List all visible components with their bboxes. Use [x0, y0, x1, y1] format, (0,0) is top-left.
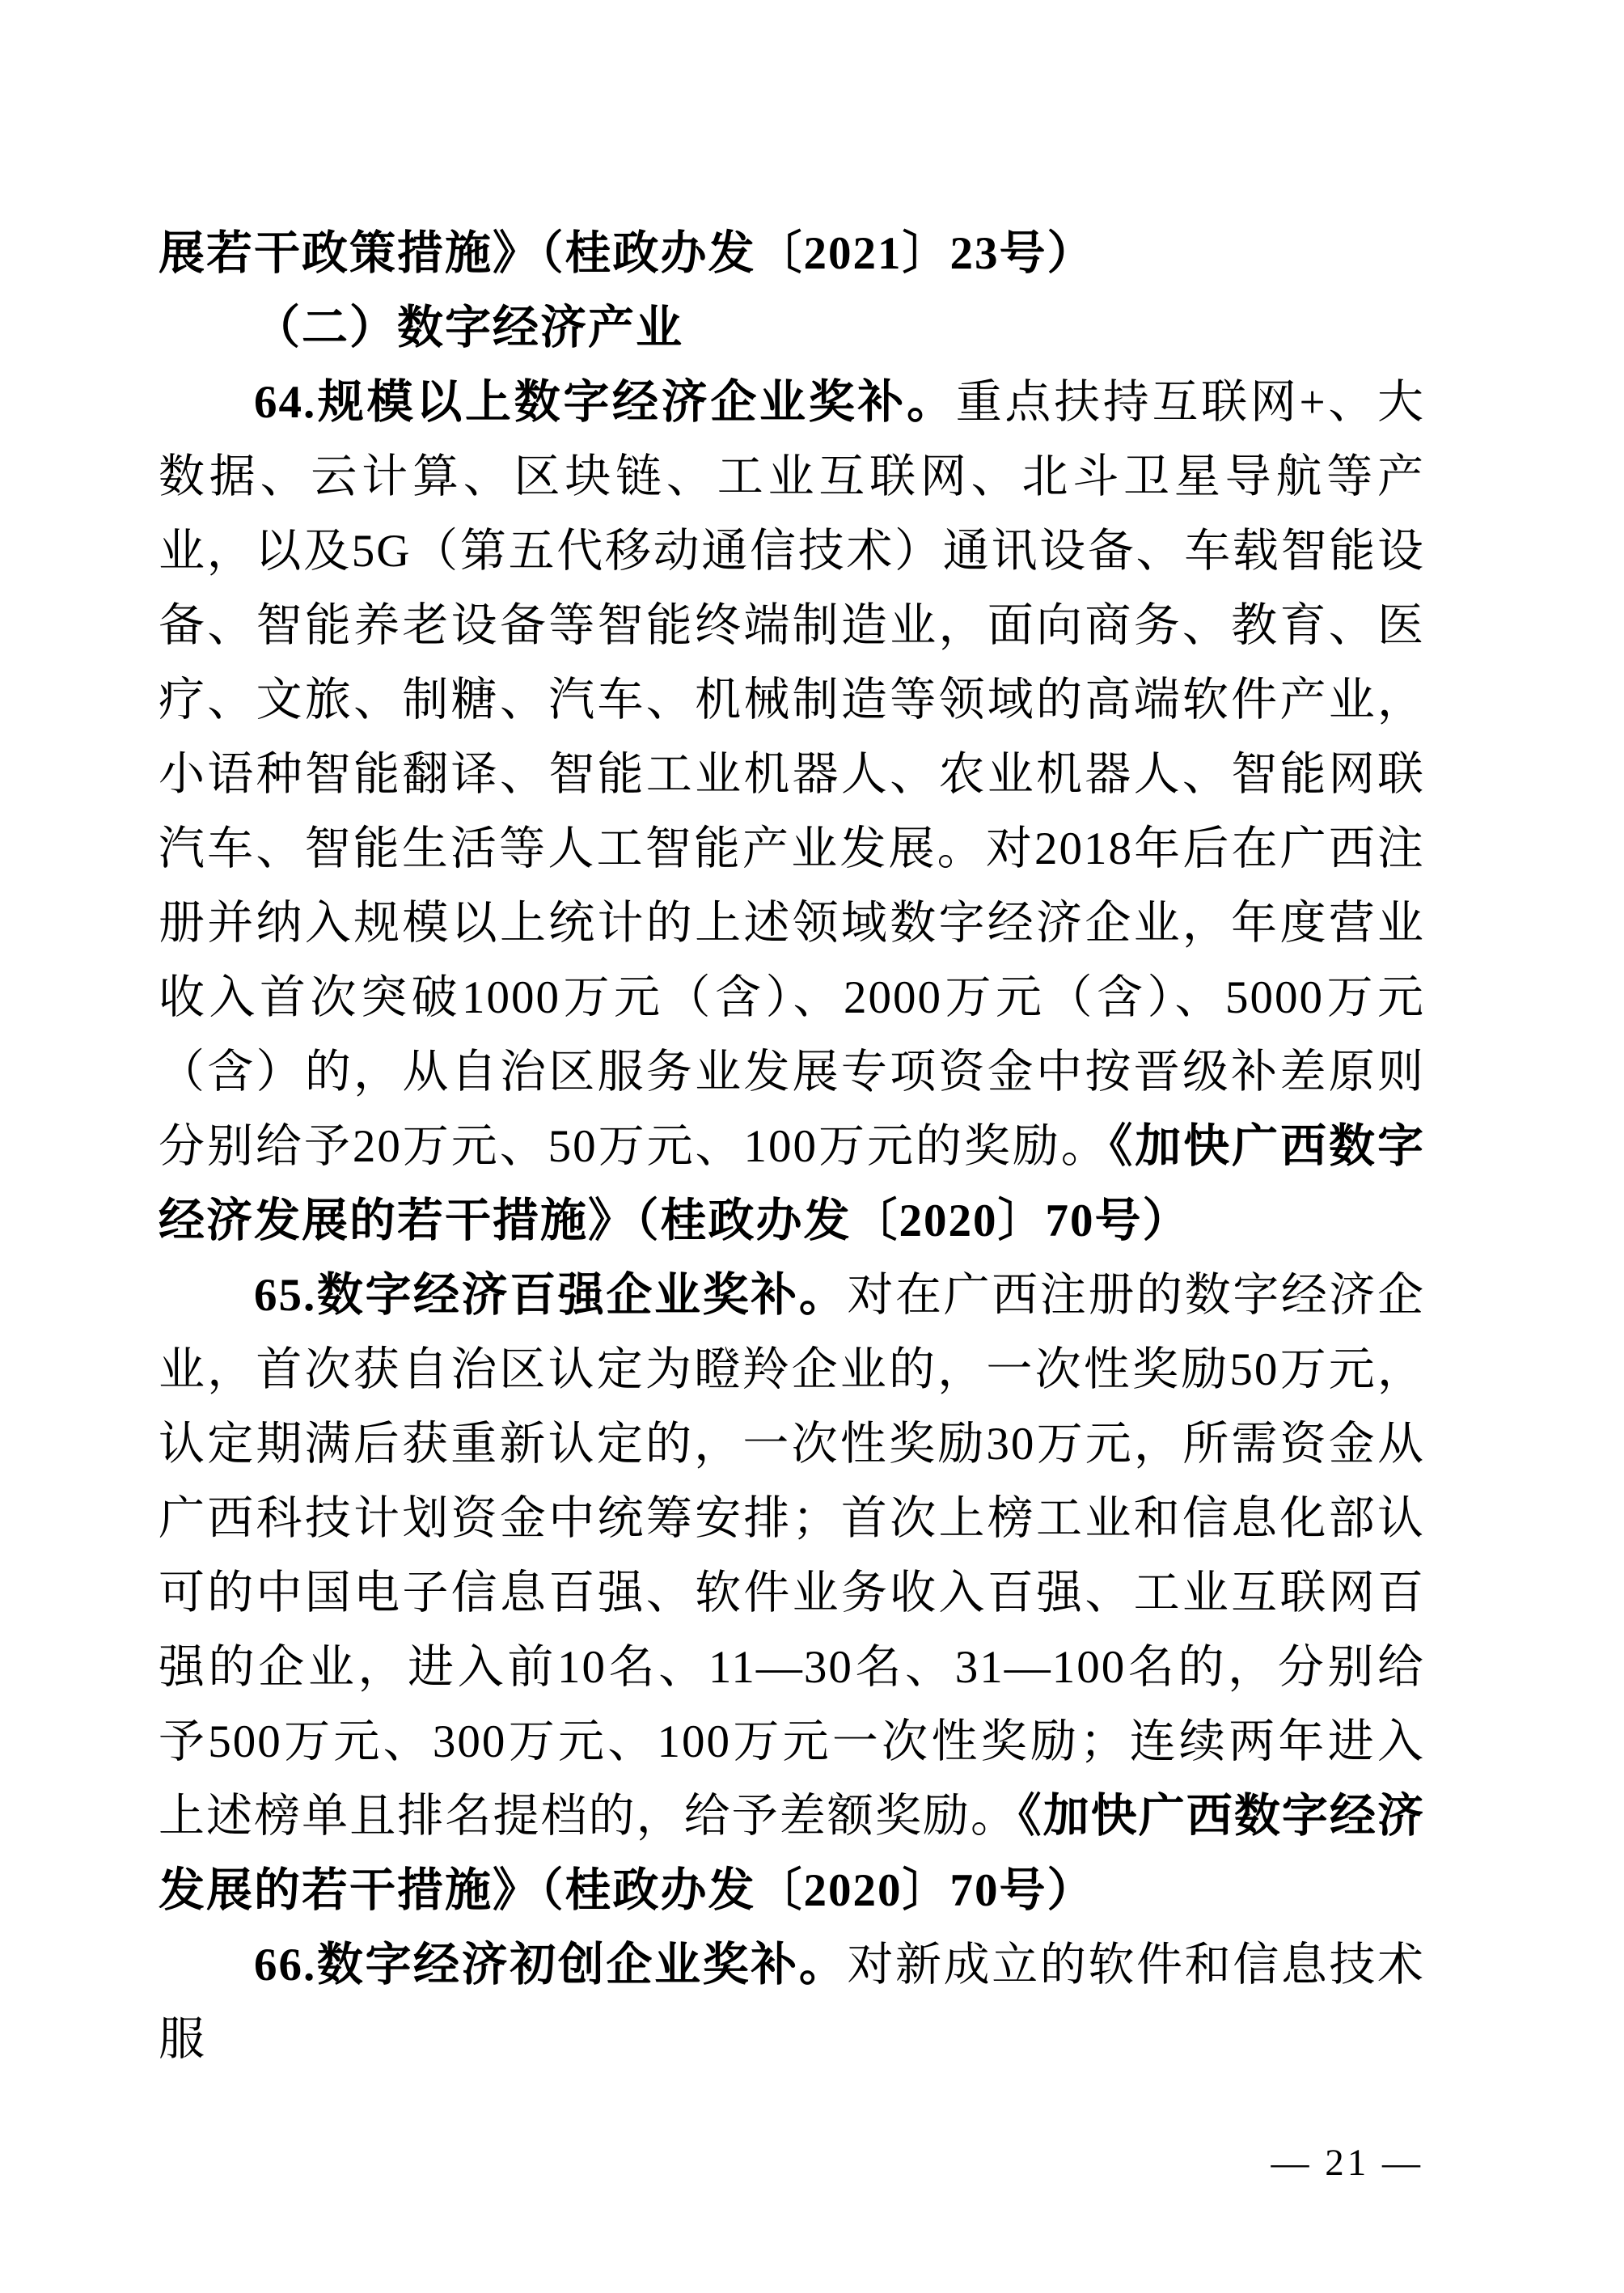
bold-text-run: 《加快广西数字经济发展的若干措施》（桂政办发〔2020〕70号）: [159, 1791, 1426, 1916]
document-body: [159, 217, 1425, 2077]
text-run: 对新成立的软件和信息技术服: [159, 1940, 1426, 2065]
bold-text-run: 《加快广西数字经济发展的若干措施》（桂政办发〔2020〕70号）: [159, 1121, 1426, 1246]
text-run: 对在广西注册的数字经济企业，首次获自治区认定为瞪羚企业的，一次性奖励50万元，认定期满后获重新认定的，一次性奖励30万元，所需资金从广西科技计划资金中统筹安排；首次上榜工业和信息化部认可的中国电子信息百强、软件业务收入百强、工业互联网百强的企业，进入前10名、11—30名、31—100名的，分别给予500万元、300万元、100万元一次性奖励；连续两年进入上述榜单且排名提档的，给予差额奖励。: [159, 1270, 1426, 1842]
page-number: — 21 —: [1271, 2142, 1423, 2184]
bold-text-run: 65.数字经济百强企业奖补。: [254, 1270, 848, 1321]
bold-text-run: 66.数字经济初创企业奖补。: [254, 1940, 848, 1991]
paragraph-continuation-citation: [159, 217, 1425, 291]
page-footer: [1271, 2140, 1424, 2185]
bold-text-run: 展若干政策措施》（桂政办发〔2021〕23号）: [159, 228, 1095, 279]
paragraph-item-66: [159, 1928, 1425, 2077]
text-run: 重点扶持互联网+、大数据、云计算、区块链、工业互联网、北斗卫星导航等产业，以及5G（第五代移动通信技术）通讯设备、车载智能设备、智能养老设备等智能终端制造业，面向商务、教育、医疗、文旅、制糖、汽车、机械制造等领域的高端软件产业，小语种智能翻译、智能工业机器人、农业机器人、智能网联汽车、智能生活等人工智能产业发展。对2018年后在广西注册并纳入规模以上统计的上述领域数字经济企业，年度营业收入首次突破1000万元（含）、2000万元（含）、5000万元（含）的，从自治区服务业发展专项资金中按晋级补差原则分别给予20万元、50万元、100万元的奖励。: [159, 377, 1425, 1172]
paragraph-item-64: [159, 366, 1425, 1259]
paragraph-heading-section-2: [159, 291, 1425, 366]
bold-text-run: 64.规模以上数字经济企业奖补。: [254, 377, 956, 428]
paragraph-item-65: [159, 1259, 1425, 1928]
bold-text-run: （二）数字经济产业: [254, 302, 683, 353]
